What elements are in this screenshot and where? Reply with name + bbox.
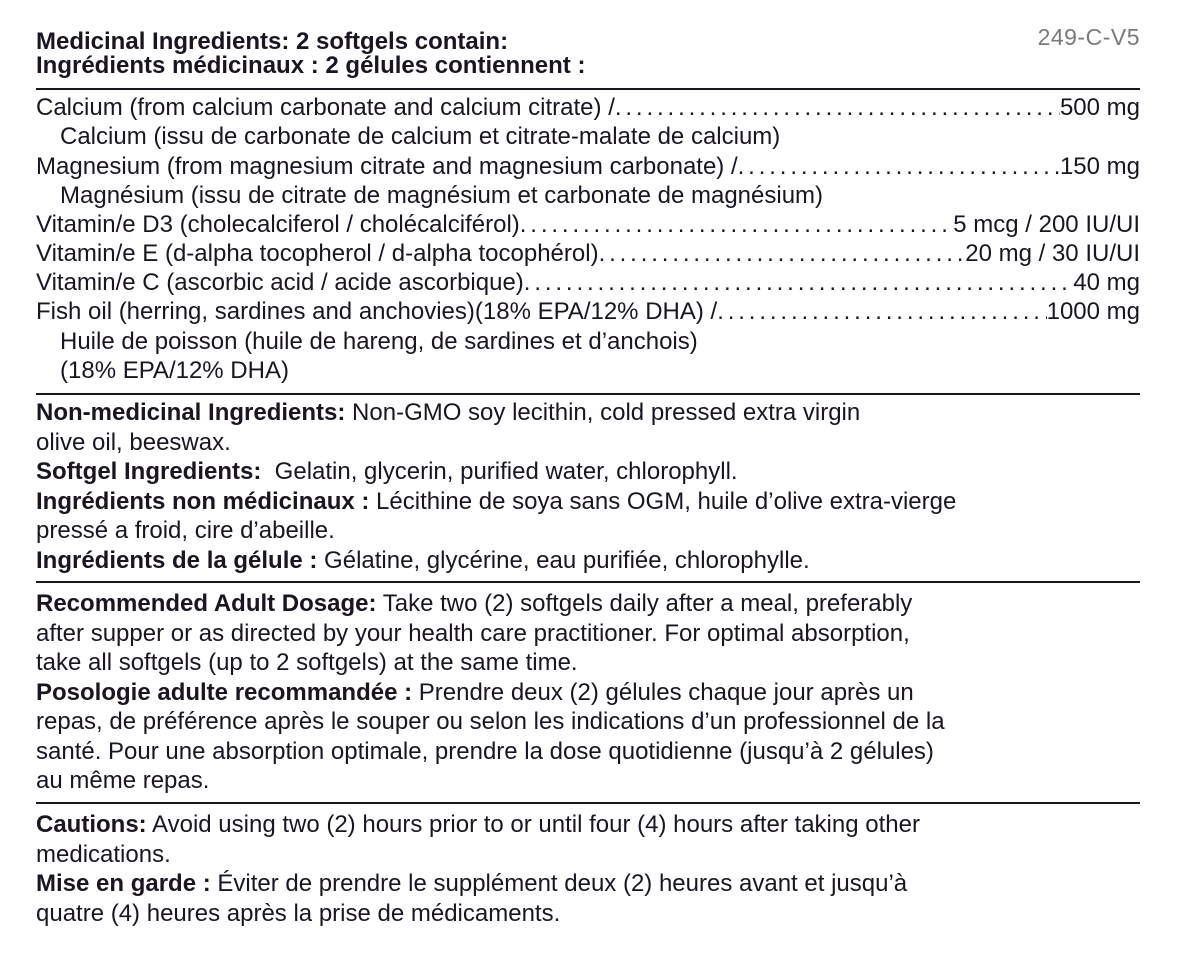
cautions-fr-text-line: quatre (4) heures après la prise de médicaments. — [36, 899, 561, 927]
ingredient-name: Vitamin/e E (d-alpha tocopherol / d-alpha tocophérol) — [36, 240, 599, 267]
non-medicinal-text-cont: olive oil, beeswax. — [36, 428, 231, 456]
divider — [36, 393, 1140, 395]
ingredient-amount: 5 mcg / 200 IU/UI — [953, 211, 1140, 238]
ingredient-row — [36, 210, 1140, 239]
dosage-section — [36, 589, 1140, 796]
dosage-label: Recommended Adult Dosage: — [36, 590, 377, 617]
divider — [36, 581, 1140, 583]
leader-dots — [520, 210, 953, 239]
ingredient-fr: Huile de poisson (huile de hareng, de sardines et d’anchois) — [60, 328, 698, 355]
non-medicinal-section — [36, 398, 1140, 575]
ingredient-amount: 150 mg — [1059, 153, 1140, 180]
ingredient-name: Magnesium (from magnesium citrate and magnesium carbonate) / — [36, 153, 738, 180]
cautions-fr-label: Mise en garde : — [36, 870, 211, 897]
dosage-text-line: after supper or as directed by your health care practitioner. For optimal absorption, — [36, 619, 910, 647]
dosage-fr-text-line: au même repas. — [36, 767, 210, 794]
ingredient-amount: 500 mg — [1059, 94, 1140, 121]
dosage-fr-text-line: santé. Pour une absorption optimale, prendre la dose quotidienne (jusqu’à 2 gélules) — [36, 737, 934, 765]
ingredient-name: Vitamin/e C (ascorbic acid / acide ascorbique) — [36, 269, 524, 296]
ingredient-amount: 20 mg / 30 IU/UI — [965, 240, 1140, 267]
leader-dots — [738, 152, 1060, 181]
softgel-fr-label: Ingrédients de la gélule : — [36, 546, 318, 574]
divider — [36, 88, 1140, 90]
non-medicinal-fr-label: Ingrédients non médicinaux : — [36, 487, 370, 515]
ingredient-amount: 40 mg — [1073, 269, 1140, 296]
ingredient-row — [36, 239, 1140, 268]
cautions-label: Cautions: — [36, 811, 147, 838]
medicinal-heading — [36, 30, 585, 78]
medicinal-heading-fr: Ingrédients médicinaux : 2 gélules contiennent : — [36, 52, 586, 79]
product-code: 249-C-V5 — [1037, 24, 1140, 50]
cautions-text-line: medications. — [36, 840, 171, 868]
non-medicinal-fr-text: Lécithine de soya sans OGM, huile d’olive extra-vierge — [369, 487, 957, 515]
softgel-fr-text: Gélatine, glycérine, eau purifiée, chlorophylle. — [317, 546, 810, 574]
leader-dots — [524, 268, 1074, 297]
ingredient-amount: 1000 mg — [1046, 298, 1140, 325]
leader-dots — [717, 297, 1046, 326]
ingredient-row — [36, 297, 1140, 326]
softgel-text: Gelatin, glycerin, purified water, chlorophyll. — [261, 458, 738, 485]
leader-dots — [599, 239, 966, 268]
ingredient-row — [36, 93, 1140, 122]
ingredient-name: Vitamin/e D3 (cholecalciferol / cholécalciférol) — [36, 211, 520, 238]
ingredient-row — [36, 268, 1140, 297]
ingredient-fr: Calcium (issu de carbonate de calcium et citrate-malate de calcium) — [60, 123, 781, 150]
dosage-fr-label: Posologie adulte recommandée : — [36, 678, 413, 706]
non-medicinal-label: Non-medicinal Ingredients: — [36, 399, 346, 426]
softgel-label: Softgel Ingredients: — [36, 458, 262, 485]
ingredient-fr: Magnésium (issu de citrate de magnésium et carbonate de magnésium) — [60, 182, 824, 209]
cautions-text: Avoid using two (2) hours prior to or until four (4) hours after taking other — [146, 811, 920, 838]
ingredient-name: Fish oil (herring, sardines and anchovies)(18% EPA/12% DHA) / — [36, 298, 718, 325]
medicinal-heading-en: Medicinal Ingredients: 2 softgels contain: — [36, 28, 509, 55]
cautions-section — [36, 810, 1140, 928]
cautions-fr-text: Éviter de prendre le supplément deux (2) heures avant et jusqu’à — [210, 870, 908, 897]
leader-dots — [615, 93, 1060, 122]
ingredient-row — [36, 152, 1140, 181]
dosage-fr-text: Prendre deux (2) gélules chaque jour après un — [412, 678, 914, 706]
dosage-text-line: take all softgels (up to 2 softgels) at the same time. — [36, 649, 578, 676]
ingredient-name: Calcium (from calcium carbonate and calcium citrate) / — [36, 94, 615, 121]
ingredient-fr: (18% EPA/12% DHA) — [60, 357, 289, 384]
non-medicinal-fr-text-cont: pressé a froid, cire d’abeille. — [36, 517, 335, 544]
divider — [36, 802, 1140, 804]
dosage-fr-text-line: repas, de préférence après le souper ou selon les indications d’un professionnel de la — [36, 708, 945, 735]
non-medicinal-text: Non-GMO soy lecithin, cold pressed extra virgin — [345, 399, 861, 426]
dosage-text: Take two (2) softgels daily after a meal, preferably — [376, 590, 913, 617]
